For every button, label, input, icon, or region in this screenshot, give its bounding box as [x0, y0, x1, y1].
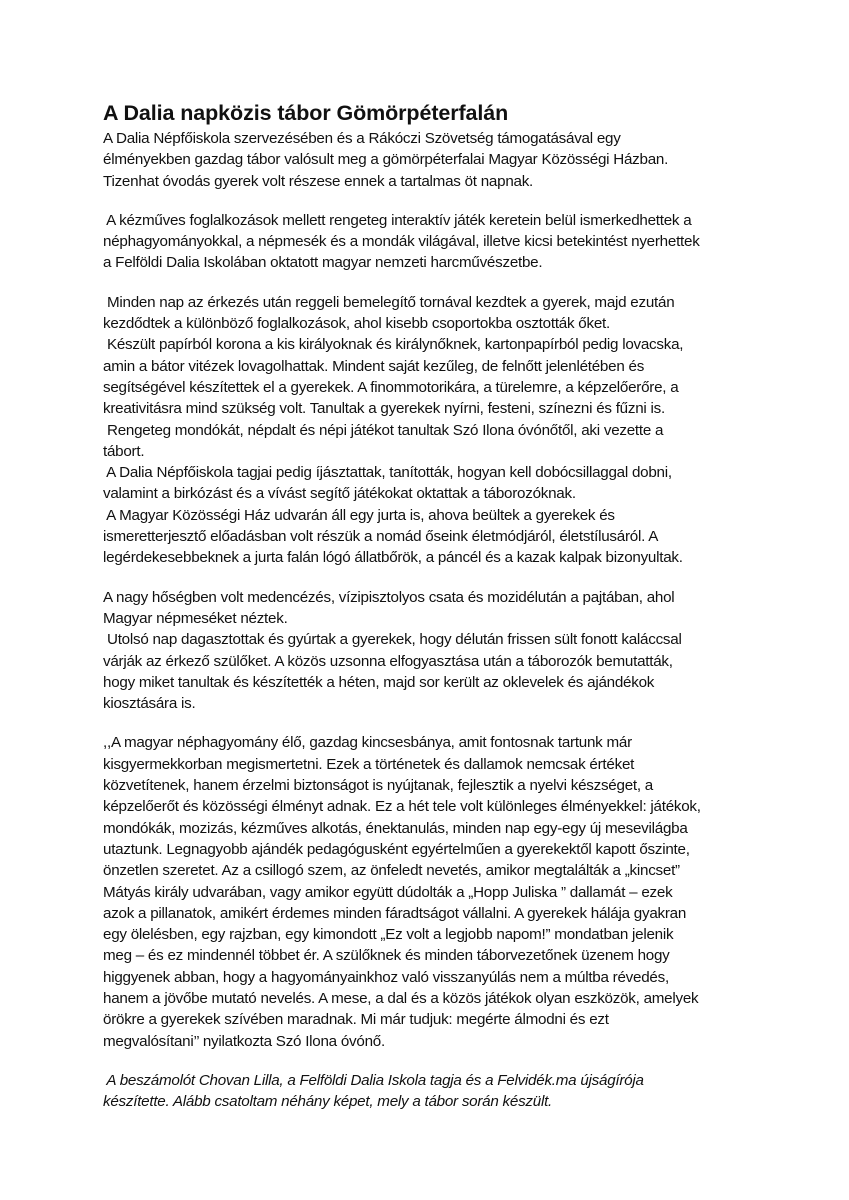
- text-line: higgyenek abban, hogy a hagyományainkhoz való visszanyúlás nem a múltba révedés,: [103, 968, 669, 986]
- text-line: kisgyermekkorban megismertetni. Ezek a történetek és dallamok nemcsak értéket: [103, 755, 635, 773]
- text-line: képzelőerőt és közösségi élményt adnak. Ez a hét tele volt különleges élményekkel: játékok,: [103, 798, 701, 816]
- body-paragraph: [103, 210, 803, 274]
- text-line: A beszámolót Chovan Lilla, a Felföldi Dalia Iskola tagja és a Felvidék.ma újságírója: [103, 1071, 644, 1089]
- text-line: néphagyományokkal, a népmesék és a mondák világával, illetve kicsi betekintést nyerhettek: [103, 233, 700, 251]
- document-body: [103, 128, 803, 1112]
- text-line: valamint a birkózást és a vívást segítő játékokat oktattak a táborozóknak.: [103, 485, 576, 503]
- text-line: Tizenhat óvodás gyerek volt részese ennek a tartalmas öt napnak.: [103, 172, 534, 190]
- text-line: kezdődtek a különböző foglalkozások, ahol kisebb csoportokba osztották őket.: [103, 315, 610, 333]
- text-line: Készült papírból korona a kis királyoknak és királynőknek, kartonpapírból pedig lovacska,: [103, 336, 684, 354]
- text-line: megvalósítani’’ nyilatkozta Szó Ilona óvónő.: [103, 1032, 385, 1050]
- text-line: legérdekesebbeknek a jurta falán lógó állatbőrök, a páncél és a kazak kalpak bizonyultak.: [103, 549, 683, 567]
- text-line: egy ölelésben, egy rajzban, egy kimondott „Ez volt a legjobb napom!” mondatban jelenik: [103, 926, 674, 944]
- paragraph-gap: [103, 569, 803, 587]
- body-paragraph: [103, 732, 803, 1051]
- text-line: Minden nap az érkezés után reggeli bemelegítő tornával kezdtek a gyerek, majd ezután: [103, 293, 675, 311]
- paragraph-gap: [103, 714, 803, 732]
- text-line: élményekben gazdag tábor valósult meg a gömörpéterfalai Magyar Közösségi Házban.: [103, 151, 669, 169]
- text-line: Utolsó nap dagasztottak és gyúrtak a gyerekek, hogy délután frissen sült fonott kaláccsal: [103, 631, 682, 649]
- text-line: Rengeteg mondókát, népdalt és népi játékot tanultak Szó Ilona óvónőtől, aki vezette a: [103, 421, 664, 439]
- text-line: mondókák, mozizás, kézműves alkotás, énektanulás, minden nap egy-egy új mesevilágba: [103, 819, 688, 837]
- text-line: hogy miket tanultak és készítették a héten, majd sor került az oklevelek és ajándékok: [103, 673, 655, 691]
- text-line: A nagy hőségben volt medencézés, vízipisztolyos csata és mozidélután a pajtában, ahol: [103, 588, 675, 606]
- text-line: ,,A magyar néphagyomány élő, gazdag kincsesbánya, amit fontosnak tartunk már: [103, 734, 632, 752]
- text-line: önzetlen szeretet. Az a csillogó szem, az önfeledt nevetés, amikor megtalálták a „kincset”: [103, 862, 680, 880]
- text-line: ismeretterjesztő előadásban volt részük a nomád őseink életmódjáról, életstílusáról. A: [103, 528, 659, 546]
- text-line: Mátyás király udvarában, vagy amikor együtt dúdolták a „Hopp Juliska ” dallamát – ezek: [103, 883, 673, 901]
- text-line: készítette. Alább csatoltam néhány képet, mely a tábor során készült.: [103, 1093, 553, 1111]
- text-line: amin a bátor vitézek lovagolhattak. Mindent saját kezűleg, de felnőtt jelenlétében és: [103, 357, 645, 375]
- text-line: meg – és ez mindennél többet ér. A szülőknek és minden táborvezetőnek üzenem hogy: [103, 947, 670, 965]
- paragraph-gap: [103, 1052, 803, 1070]
- text-line: kreativitásra mind szükség volt. Tanultak a gyerekek nyírni, festeni, színezni és fűzni is.: [103, 400, 665, 418]
- text-line: Magyar népmeséket néztek.: [103, 609, 288, 627]
- text-line: A Dalia Népfőiskola tagjai pedig íjásztattak, tanították, hogyan kell dobócsillaggal dobni,: [103, 464, 672, 482]
- text-line: hanem a jövőbe mutató nevelés. A mese, a dal és a közös játékok olyan eszközök, amelyek: [103, 989, 699, 1007]
- text-line: A Magyar Közösségi Ház udvarán áll egy jurta is, ahova beültek a gyerekek és: [103, 506, 615, 524]
- document-title: A Dalia napközis tábor Gömörpéterfalán: [103, 101, 509, 125]
- paragraph-gap: [103, 192, 803, 210]
- credit-paragraph: [103, 1070, 803, 1113]
- text-line: örökre a gyerekek szívében maradnak. Mi már tudjuk: megérte álmodni és ezt: [103, 1011, 609, 1029]
- body-paragraph: [103, 128, 803, 192]
- text-line: utaztunk. Legnagyobb ajándék pedagógusként egyértelműen a gyerekektől kapott őszinte,: [103, 840, 690, 858]
- body-paragraph: [103, 587, 803, 715]
- text-line: segítségével készítettek el a gyerekek. A finommotorikára, a türelemre, a képzelőerőre, a: [103, 378, 679, 396]
- text-line: tábort.: [103, 442, 145, 460]
- text-line: azok a pillanatok, amikért érdemes minden fáradtságot vállalni. A gyerekek hálája gyakran: [103, 904, 687, 922]
- text-line: A kézműves foglalkozások mellett rengeteg interaktív játék keretein belül ismerkedhettek a: [103, 211, 692, 229]
- text-line: várják az érkező szülőket. A közös uzsonna elfogyasztása után a táborozók bemutatták,: [103, 652, 673, 670]
- paragraph-gap: [103, 274, 803, 292]
- body-paragraph: [103, 292, 803, 569]
- document-page: [103, 98, 803, 1112]
- text-line: kiosztására is.: [103, 695, 196, 713]
- text-line: A Dalia Népfőiskola szervezésében és a Rákóczi Szövetség támogatásával egy: [103, 130, 621, 147]
- text-line: a Felföldi Dalia Iskolában oktatott magyar nemzeti harcművészetbe.: [103, 254, 543, 272]
- text-line: közvetítenek, hanem érzelmi biztonságot is nyújtanak, fejlesztik a nyelvi készséget, a: [103, 777, 654, 795]
